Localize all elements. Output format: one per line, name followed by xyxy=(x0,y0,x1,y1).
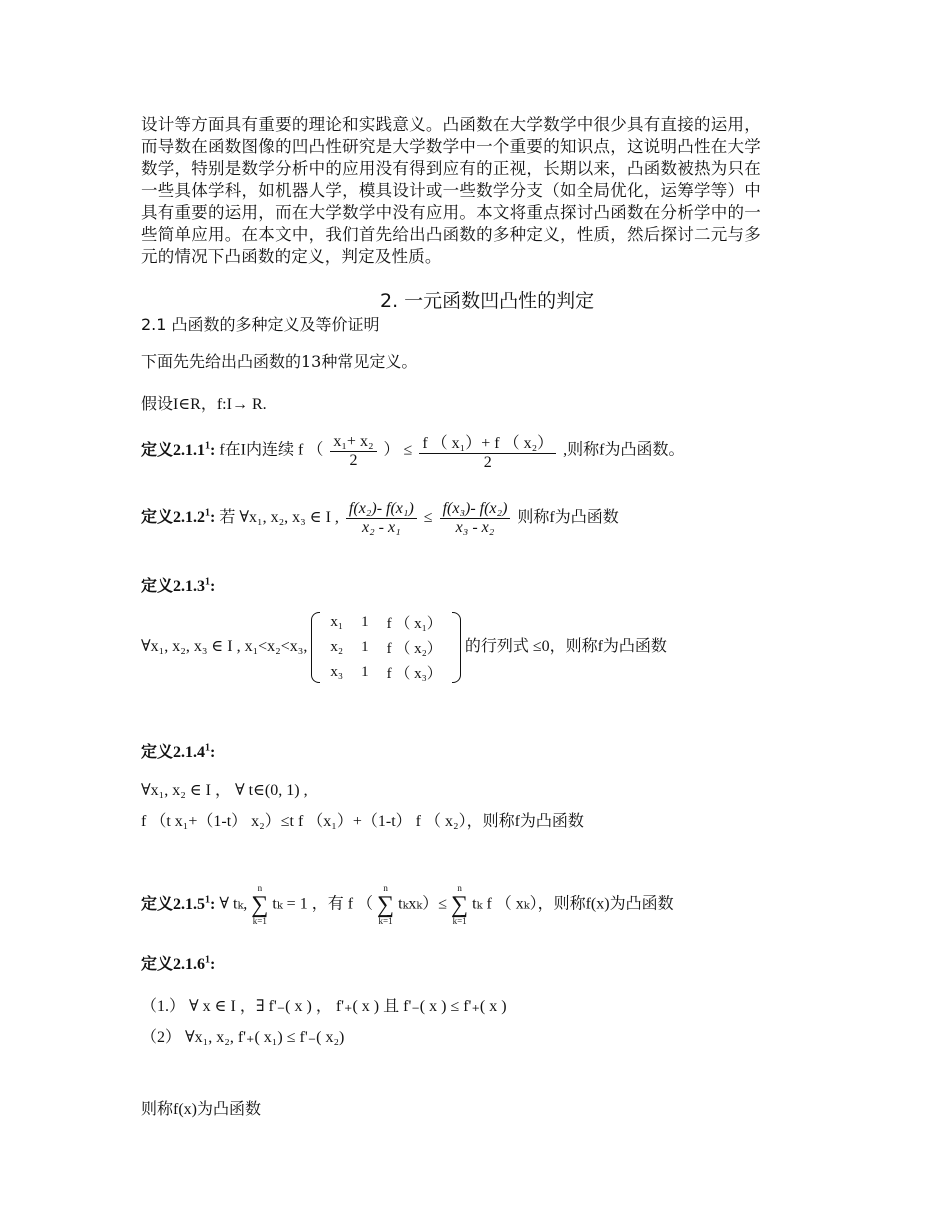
definition-conclusion: ,则称f为凸函数。 xyxy=(563,441,685,459)
definition-label: 定义2.1.5$^1$: xyxy=(141,894,216,913)
definition-conclusion: 的行列式 ≤0，则称f为凸函数 xyxy=(464,638,667,656)
definition-2-1-4-label xyxy=(141,739,215,762)
summation-symbol: n ∑ k=1 xyxy=(451,883,469,926)
definition-2-1-3 xyxy=(141,610,667,685)
summation-symbol: n ∑ k=1 xyxy=(377,883,395,926)
definition-label: 定义2.1.3$^1$: xyxy=(141,576,216,595)
definition-2-1-3-label xyxy=(141,573,215,596)
definition-text: 若 ∀x₁, x₂, x₃ ∈ I , xyxy=(219,509,339,527)
intro-paragraph: 设计等方面具有重要的理论和实践意义。凸函数在大学数学中很少具有直接的运用，而导数在函数图像的凹凸性研究是大学数学中一个重要的知识点，这说明凸性在大学数学，特别是数学分析中的应用没有得到应有的正视，长期以来，凸函数被热为只在一些具体学科，如机器人学，模具设计或一些数学分支（如全局优化，运筹学等）中具有重要的运用，而在大学数学中没有应用。本文将重点探讨凸函数在分析学中的一些简单应用。在本文中，我们首先给出凸函数的多种定义，性质，然后探讨二元与多元的情况下凸函数的定义，判定及性质。 xyxy=(141,115,761,266)
definition-2-1-6-condition-1: （1.） ∀ x ∈ I ，∃ f'₋( x ) ， f'₊( x ) 且 f'₋( x ) ≤ f'₊( x ) xyxy=(141,998,507,1015)
lead-text: 下面先先给出凸函数的13种常见定义。 xyxy=(141,352,418,371)
fraction: $\frac{\text{f(x₂)- f(x₁)}}{\text{x₂ - x₁}}$ xyxy=(346,500,417,537)
definition-2-1-6-condition-2: （2） ∀x₁, x₂, f'₊( x₁) ≤ f'₋( x₂) xyxy=(141,1029,345,1046)
definition-2-1-4-condition: ∀x₁, x₂ ∈ I ， ∀ t∈(0, 1) , xyxy=(141,782,308,799)
determinant-matrix: x₁ 1 f （ x₁） x₂ 1 f （ x₂） x₃ 1 f （ x₃） xyxy=(311,610,460,685)
definition-conclusion: tₖ f （ xₖ），则称f(x)为凸函数 xyxy=(472,895,674,913)
summation-symbol: n ∑ k=1 xyxy=(251,883,269,926)
subsection-heading: 2.1 凸函数的多种定义及等价证明 xyxy=(141,315,380,334)
definition-conclusion: 则称f为凸函数 xyxy=(517,509,619,527)
definition-text: f在I内连续 f （ xyxy=(219,441,324,459)
assumption-text: 假设I∈R，f:I→ R. xyxy=(141,396,267,413)
definition-2-1-1: 定义2.1.1$^1$: f在I内连续 f （ $\frac{\text{x₁+ x₂}}{2}$ ） ≤ $\frac{\text{f （ x₁）+ f （ x₂）}}{2}$ ,则称f为凸函数。 xyxy=(141,430,685,472)
definition-2-1-2: 定义2.1.2$^1$: 若 ∀x₁, x₂, x₃ ∈ I , $\frac{\text{f(x₂)- f(x₁)}}{\text{x₂ - x₁}}$ ≤ $\frac{\text{f(x₃)- f(x₂)}}{\text{x₃ - x₂}}$ 则称f为凸函数 xyxy=(141,500,619,536)
definition-label: 定义2.1.1$^1$: xyxy=(141,440,216,459)
definition-2-1-5: 定义2.1.5$^1$: ∀ tₖ, n ∑ k=1 tₖ = 1 ，有 f （ n ∑ k=1 tₖxₖ）≤ n ∑ k=1 tₖ f （ xₖ），则称f(x)为凸函数 xyxy=(141,883,674,926)
section-heading: 2. 一元函数凹凸性的判定 xyxy=(380,290,595,312)
definition-label: 定义2.1.2$^1$: xyxy=(141,507,216,527)
definition-label: 定义2.1.4$^1$: xyxy=(141,742,216,761)
definition-label: 定义2.1.6$^1$: xyxy=(141,954,216,973)
definition-2-1-6-label xyxy=(141,951,215,974)
fraction: $\frac{\text{x₁+ x₂}}{2}$ xyxy=(330,433,376,470)
fraction: $\frac{\text{f(x₃)- f(x₂)}}{\text{x₃ - x₂}}$ xyxy=(440,500,511,537)
closing-text: 则称f(x)为凸函数 xyxy=(141,1101,261,1118)
definition-2-1-4-inequality: f （t x₁+（1-t） x₂）≤t f （x₁）+（1-t） f （ x₂），则称f为凸函数 xyxy=(141,813,584,830)
fraction: $\frac{\text{f （ x₁）+ f （ x₂）}}{2}$ xyxy=(419,430,556,472)
definition-text: ∀x₁, x₂, x₃ ∈ I , x₁<x₂<x₃, xyxy=(141,638,308,656)
